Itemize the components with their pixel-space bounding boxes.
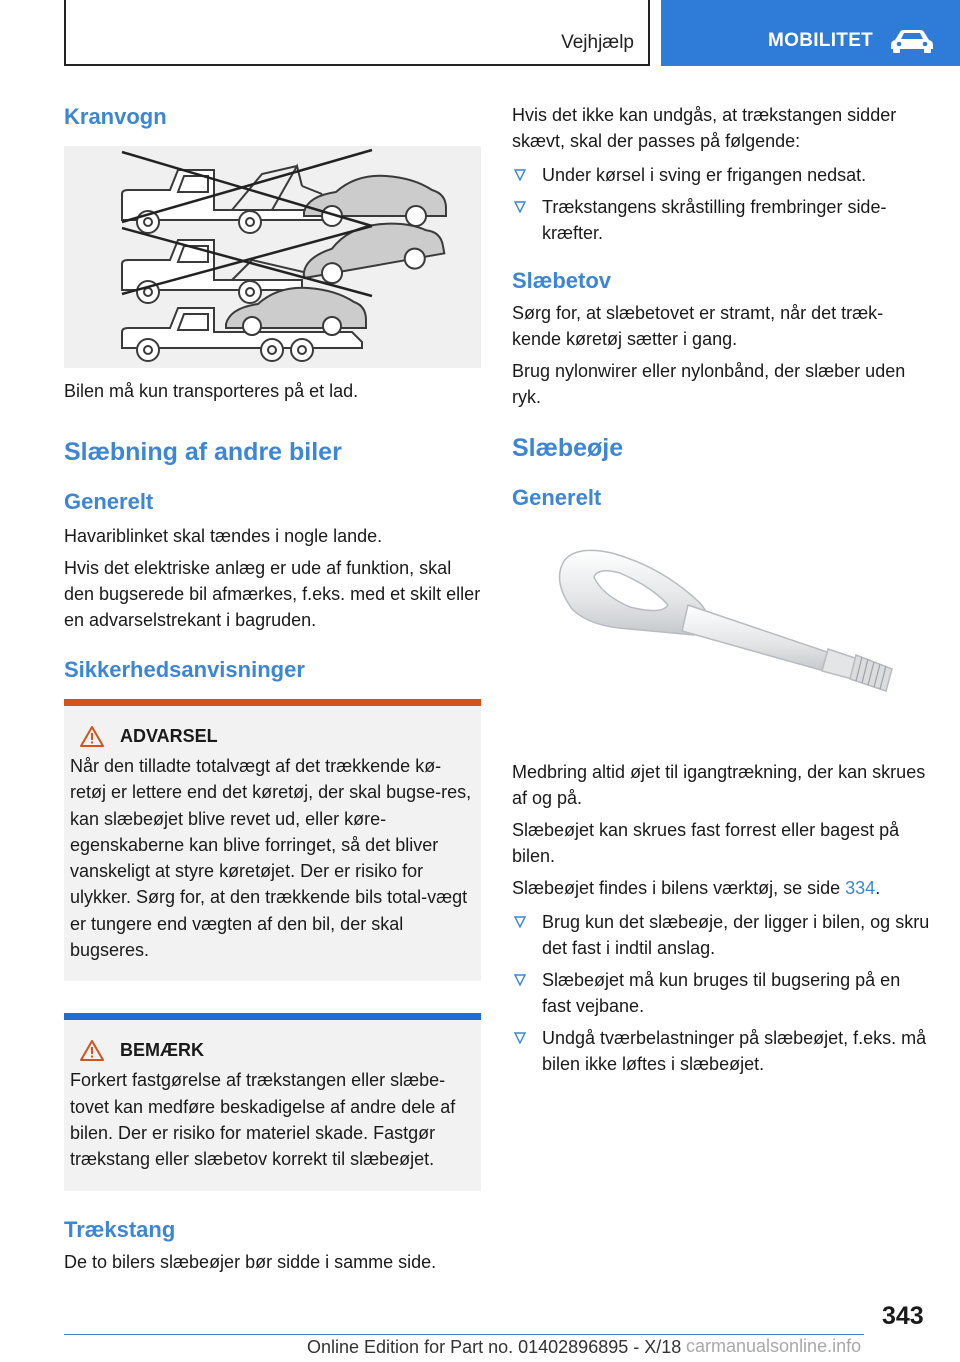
- car-icon: [889, 28, 935, 54]
- list-item: Brug kun det slæbeøje, der ligger i bilen, og skru det fast i indtil anslag.: [512, 909, 932, 961]
- warning-box: [64, 699, 481, 981]
- slaebetov-paragraph-1: Sørg for, at slæbetovet er stramt, når det træk-kende køretøj sætter i gang.: [512, 303, 884, 349]
- header-chapter-box: [661, 0, 960, 66]
- traekstang-paragraph: De to bilers slæbeøjer bør sidde i samme side.: [64, 1251, 437, 1272]
- slaebetov-paragraph-2: Brug nylonwirer eller nylonbånd, der slæber uden ryk.: [512, 361, 906, 407]
- traekstang-intro: Hvis det ikke kan undgås, at trækstangen sidder skævt, skal der passes på følgende:: [512, 105, 897, 151]
- slaebeoeje-paragraph-1: Medbring altid øjet til igangtrækning, der kan skrues af og på.: [512, 762, 926, 808]
- list-item: Under kørsel i sving er frigangen nedsat.: [512, 162, 932, 188]
- right-column: [512, 96, 932, 1077]
- bullet-triangle-icon: [514, 1032, 526, 1044]
- bullet-triangle-icon: [514, 916, 526, 928]
- header-chapter-title: MOBILITET: [768, 30, 874, 51]
- slaebning-heading: Slæbning af andre biler: [64, 438, 342, 466]
- traekstang-heading: Trækstang: [64, 1216, 176, 1242]
- header-section-box: [64, 0, 650, 66]
- footer-edition: Online Edition for Part no. 01402896895 - X/18: [307, 1337, 682, 1357]
- generelt-paragraph-1: Havariblinket skal tændes i nogle lande.: [64, 526, 383, 546]
- kranvogn-heading: Kranvogn: [64, 104, 167, 129]
- slaebeoeje-paragraph-3: Slæbeøjet findes i bilens værktøj, se side 334.: [512, 878, 881, 898]
- page-number: 343: [882, 1302, 924, 1330]
- bullet-triangle-icon: [514, 974, 526, 986]
- tow-eye-illustration: [512, 531, 932, 749]
- list-item: Slæbeøjet må kun bruges til bugsering på en fast vejbane.: [512, 967, 932, 1019]
- list-item: Trækstangens skråstilling frembringer side-kræfter.: [512, 194, 932, 246]
- note-label: BEMÆRK: [120, 1040, 204, 1061]
- note-text: Forkert fastgørelse af trækstangen eller slæbe-tovet kan medføre beskadigelse af andre dele af bilen. Der er risiko for materiel skade. Fastgør trækstang eller slæbetov korrekt til slæbeøjet.: [70, 1070, 456, 1170]
- tow-truck-illustration: [64, 146, 481, 368]
- warning-text: Når den tilladte totalvægt af det trækkende kø-retøj er lettere end det køretøj, der skal bugse-res, kan slæbeøjet blive revet ud, eller køre-egenskaberne kan blive forringet, så det bliver vanskeligt at styre køretøjet. Der er risiko for ulykker. Sørg for, at den trækkende bils total-vægt er tungere end vægten af den bil, der skal bugseres.: [70, 756, 472, 961]
- slaebetov-heading: Slæbetov: [512, 268, 612, 293]
- slaebeoeje-heading: Slæbeøje: [512, 434, 624, 462]
- left-column: [64, 96, 481, 1275]
- watermark: carmanualsonline.info: [686, 1336, 862, 1356]
- generelt-paragraph-2: Hvis det elektriske anlæg er ude af funktion, skal den bugserede bil afmærkes, f.eks. med et skilt eller en advarselstrekant i bagruden.: [64, 558, 481, 630]
- bullet-triangle-icon: [514, 201, 526, 213]
- warning-triangle-icon: [80, 726, 104, 747]
- sikkerhed-heading: Sikkerhedsanvisninger: [64, 657, 305, 682]
- list-item: Undgå tværbelastninger på slæbeøjet, f.eks. må bilen ikke løftes i slæbeøjet.: [512, 1025, 932, 1077]
- slaebeoeje-paragraph-2: Slæbeøjet kan skrues fast forrest eller bagest på bilen.: [512, 820, 900, 866]
- generelt-heading-right: Generelt: [512, 485, 602, 510]
- page-link-334[interactable]: 334: [845, 878, 876, 898]
- kranvogn-caption: Bilen må kun transporteres på et lad.: [64, 381, 359, 401]
- generelt-heading-left: Generelt: [64, 489, 154, 514]
- warning-label: ADVARSEL: [120, 726, 218, 746]
- note-box: [64, 1013, 481, 1190]
- bullet-triangle-icon: [514, 169, 526, 181]
- header-section-title: Vejhjælp: [561, 32, 634, 53]
- footer-divider: [64, 1334, 864, 1335]
- warning-triangle-icon: [80, 1040, 104, 1061]
